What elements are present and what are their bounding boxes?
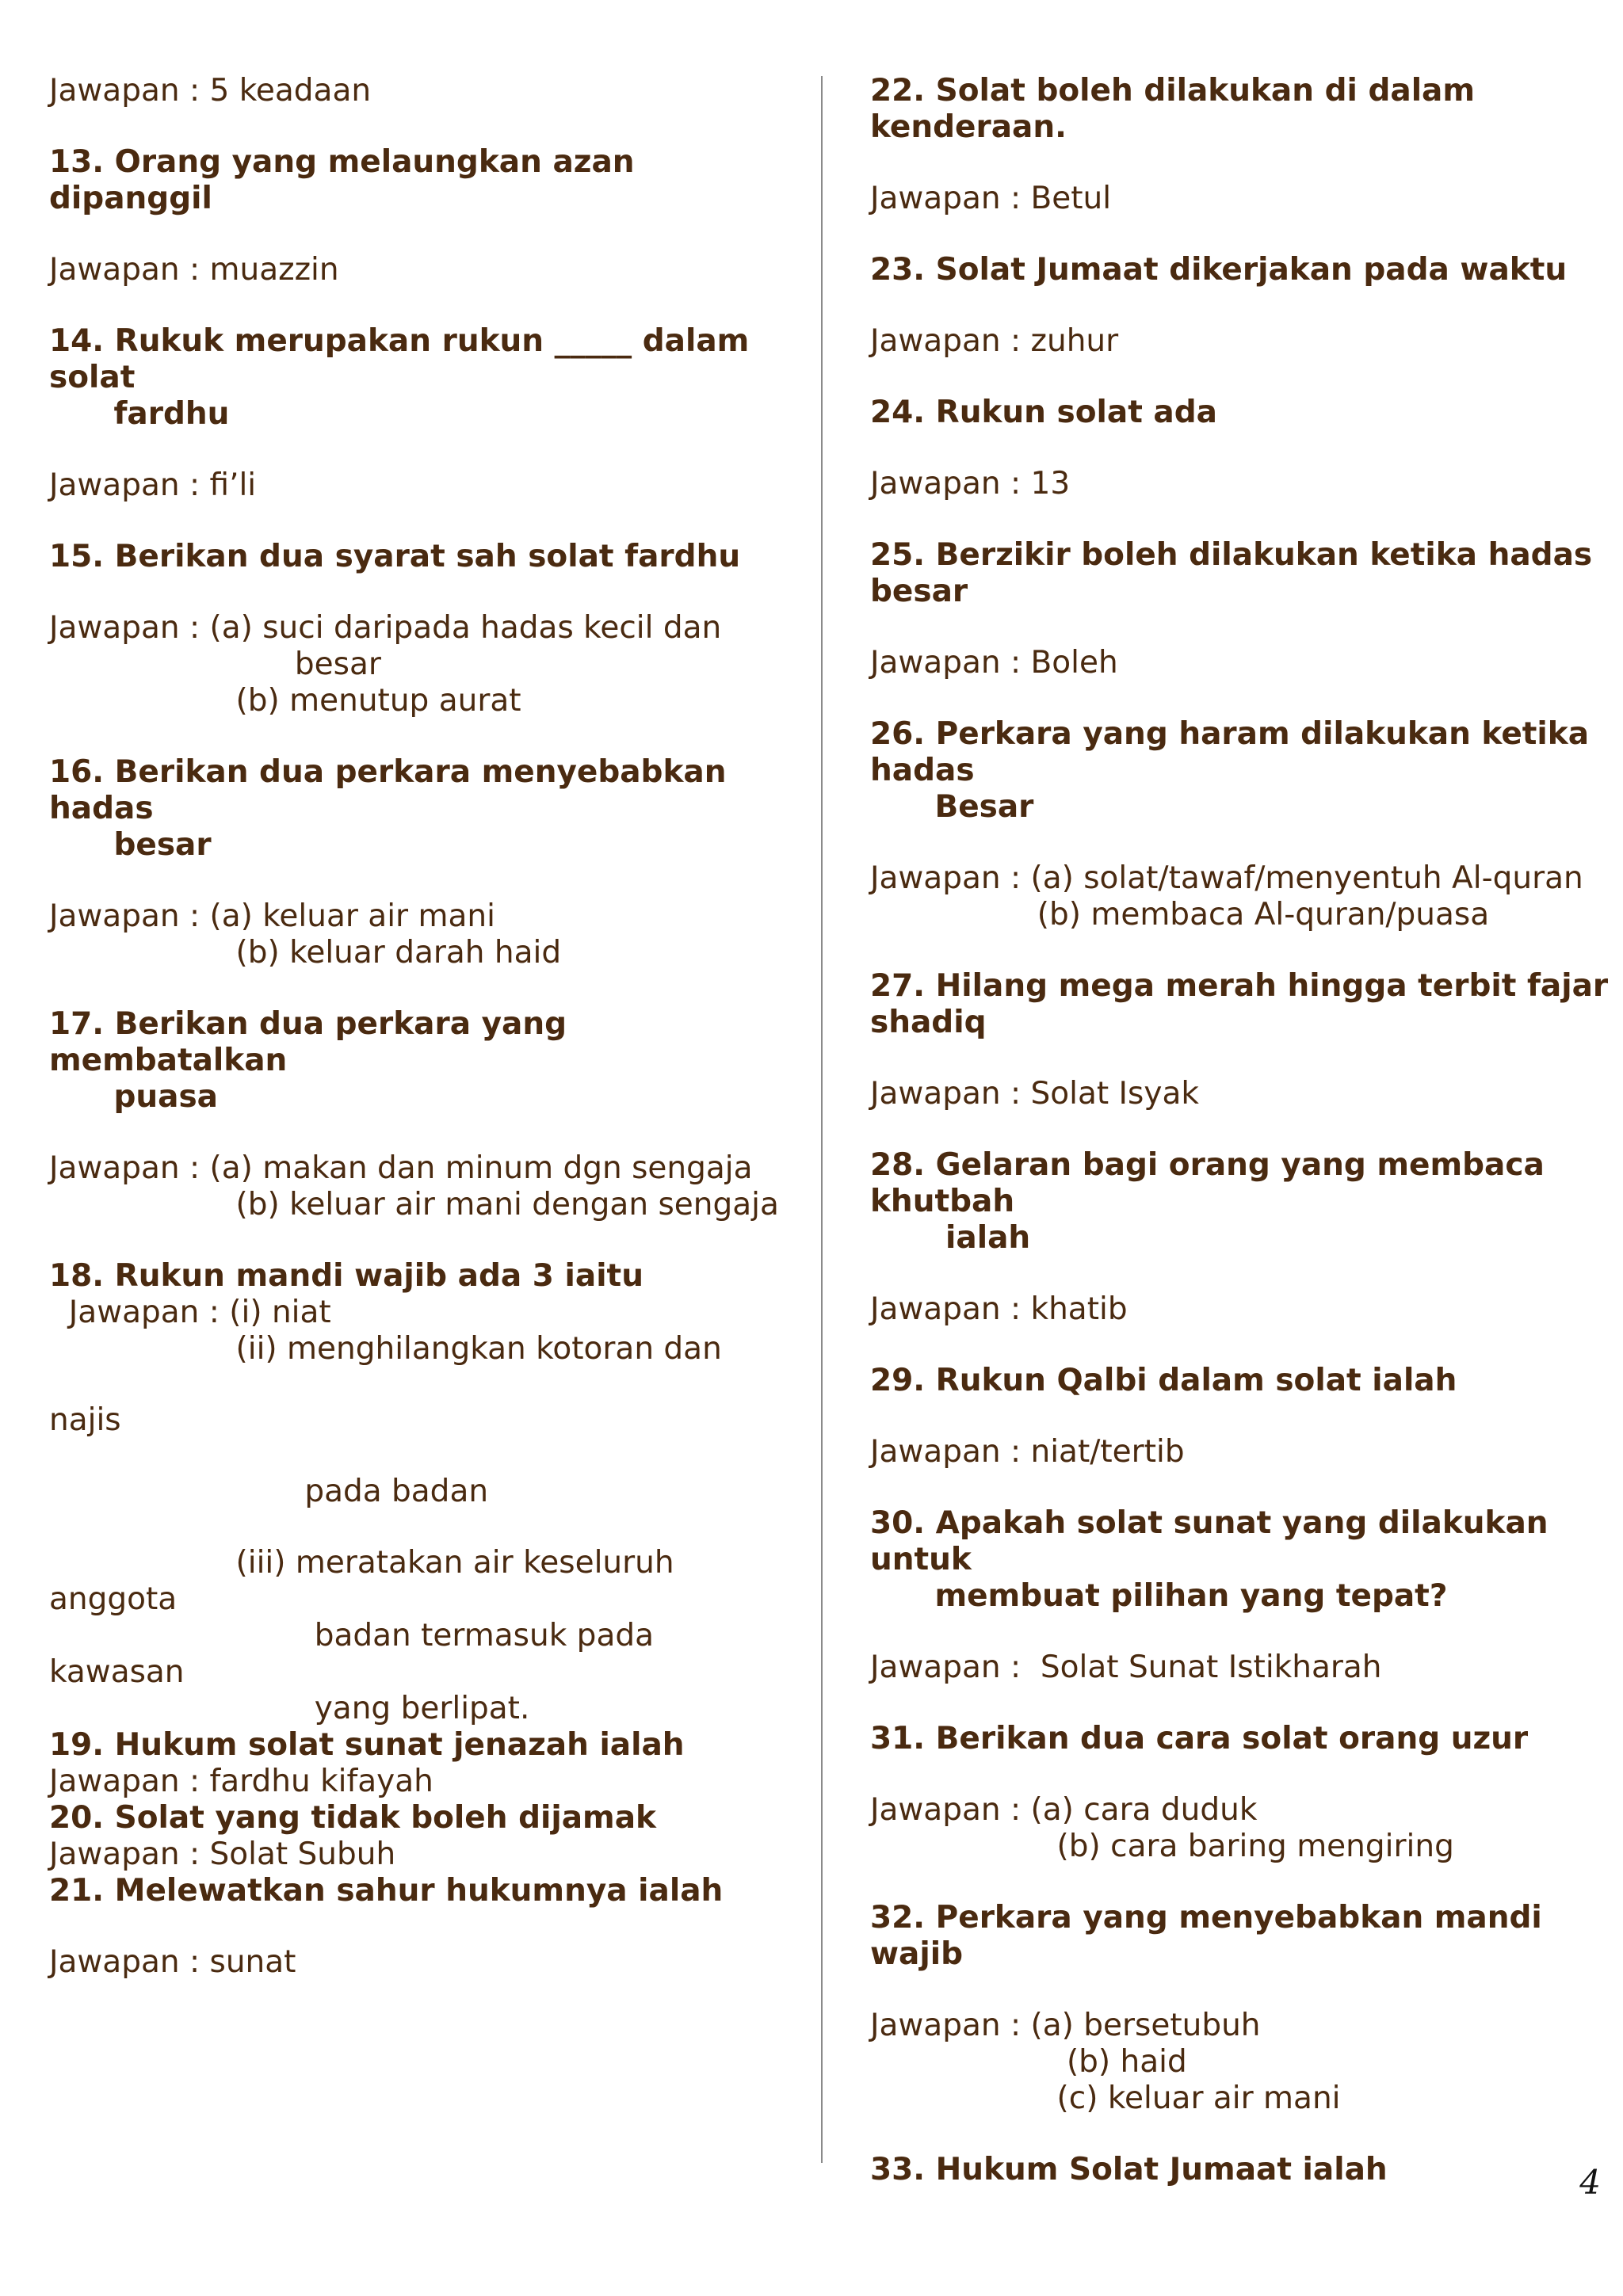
question-line: khutbah bbox=[870, 1184, 1015, 1219]
answer-line: Jawapan : khatib bbox=[870, 1291, 1128, 1327]
page-number: 4 bbox=[1579, 2163, 1601, 2202]
answer-line: (b) cara baring mengiring bbox=[870, 1829, 1454, 1864]
answer-line: Jawapan : fi’li bbox=[49, 467, 257, 503]
answer-line: Jawapan : Solat Subuh bbox=[49, 1836, 396, 1872]
question-line: shadiq bbox=[870, 1005, 987, 1040]
question-line: fardhu bbox=[49, 396, 230, 432]
answer-line: anggota bbox=[49, 1581, 178, 1617]
question-line: 29. Rukun Qalbi dalam solat ialah bbox=[870, 1363, 1457, 1398]
answer-line: yang berlipat. bbox=[49, 1691, 530, 1726]
question-line: 16. Berikan dua perkara menyebabkan bbox=[49, 754, 727, 790]
answer-line: kawasan bbox=[49, 1654, 185, 1690]
question-line: 23. Solat Jumaat dikerjakan pada waktu bbox=[870, 252, 1568, 288]
answer-line: pada badan bbox=[49, 1474, 489, 1509]
question-line: ialah bbox=[870, 1220, 1031, 1256]
answer-line: badan termasuk pada bbox=[49, 1618, 654, 1653]
answer-line: Jawapan : zuhur bbox=[870, 323, 1119, 359]
question-line: 19. Hukum solat sunat jenazah ialah bbox=[49, 1727, 685, 1763]
answer-line: (b) menutup aurat bbox=[49, 683, 521, 719]
question-line: 33. Hukum Solat Jumaat ialah bbox=[870, 2152, 1388, 2187]
answer-line: Jawapan : niat/tertib bbox=[870, 1434, 1185, 1470]
question-line: 13. Orang yang melaungkan azan bbox=[49, 144, 635, 180]
question-line: kenderaan. bbox=[870, 109, 1067, 145]
answer-line: Jawapan : Betul bbox=[870, 181, 1112, 216]
answer-line: Jawapan : (a) bersetubuh bbox=[870, 2008, 1261, 2043]
question-line: membatalkan bbox=[49, 1043, 288, 1078]
question-line: untuk bbox=[870, 1542, 972, 1577]
question-line: 28. Gelaran bagi orang yang membaca bbox=[870, 1147, 1545, 1183]
answer-line: Jawapan : Boleh bbox=[870, 645, 1118, 681]
question-line: 20. Solat yang tidak boleh dijamak bbox=[49, 1800, 656, 1836]
answer-line: Jawapan : sunat bbox=[49, 1944, 296, 1980]
question-line: 18. Rukun mandi wajib ada 3 iaitu bbox=[49, 1258, 643, 1294]
question-line: puasa bbox=[49, 1079, 218, 1115]
answer-line: Jawapan : (a) cara duduk bbox=[870, 1792, 1258, 1828]
question-line: 27. Hilang mega merah hingga terbit fajar bbox=[870, 968, 1609, 1004]
question-line: 25. Berzikir boleh dilakukan ketika hadas bbox=[870, 537, 1593, 573]
answer-line: (b) haid bbox=[870, 2044, 1187, 2080]
question-line: besar bbox=[49, 827, 212, 863]
answer-line: Jawapan : muazzin bbox=[49, 252, 339, 288]
question-line: 32. Perkara yang menyebabkan mandi bbox=[870, 1900, 1542, 1936]
answer-line: Jawapan : (a) keluar air mani bbox=[49, 898, 495, 934]
answer-line: Jawapan : Solat Isyak bbox=[870, 1076, 1199, 1112]
question-line: 17. Berikan dua perkara yang bbox=[49, 1006, 567, 1042]
answer-line: Jawapan : (a) solat/tawaf/menyentuh Al-quran bbox=[870, 860, 1583, 896]
question-line: solat bbox=[49, 360, 136, 395]
question-line: wajib bbox=[870, 1936, 963, 1972]
question-line: 15. Berikan dua syarat sah solat fardhu bbox=[49, 539, 741, 574]
question-line: 31. Berikan dua cara solat orang uzur bbox=[870, 1721, 1529, 1756]
answer-line: Jawapan : 13 bbox=[870, 466, 1071, 502]
question-line: 26. Perkara yang haram dilakukan ketika bbox=[870, 716, 1590, 752]
answer-line: Jawapan : 5 keadaan bbox=[49, 73, 372, 109]
answer-line: besar bbox=[49, 646, 381, 682]
answer-line: Jawapan : (a) makan dan minum dgn sengaja bbox=[49, 1150, 753, 1186]
question-line: 21. Melewatkan sahur hukumnya ialah bbox=[49, 1873, 724, 1909]
question-line: dipanggil bbox=[49, 181, 212, 216]
question-line: Besar bbox=[870, 789, 1034, 825]
answer-line: (b) membaca Al-quran/puasa bbox=[870, 897, 1490, 933]
answer-line: Jawapan : (i) niat bbox=[49, 1295, 331, 1330]
answer-line: najis bbox=[49, 1402, 121, 1438]
question-line: besar bbox=[870, 574, 968, 609]
column-divider bbox=[821, 76, 823, 2163]
answer-line: (iii) meratakan air keseluruh bbox=[49, 1545, 674, 1581]
question-line: 14. Rukuk merupakan rukun _____ dalam bbox=[49, 323, 750, 359]
answer-line: (b) keluar darah haid bbox=[49, 935, 562, 971]
question-line: 24. Rukun solat ada bbox=[870, 395, 1217, 430]
question-line: hadas bbox=[870, 753, 975, 788]
answer-line: Jawapan : (a) suci daripada hadas kecil dan bbox=[49, 610, 722, 646]
answer-line: Jawapan : Solat Sunat Istikharah bbox=[870, 1650, 1382, 1685]
question-line: 22. Solat boleh dilakukan di dalam bbox=[870, 73, 1476, 109]
question-line: 30. Apakah solat sunat yang dilakukan bbox=[870, 1505, 1549, 1541]
answer-line: Jawapan : fardhu kifayah bbox=[49, 1764, 433, 1799]
answer-line: (c) keluar air mani bbox=[870, 2081, 1341, 2116]
answer-line: (b) keluar air mani dengan sengaja bbox=[49, 1187, 779, 1222]
answer-line: (ii) menghilangkan kotoran dan bbox=[49, 1331, 722, 1367]
question-line: hadas bbox=[49, 791, 154, 826]
question-line: membuat pilihan yang tepat? bbox=[870, 1578, 1448, 1614]
